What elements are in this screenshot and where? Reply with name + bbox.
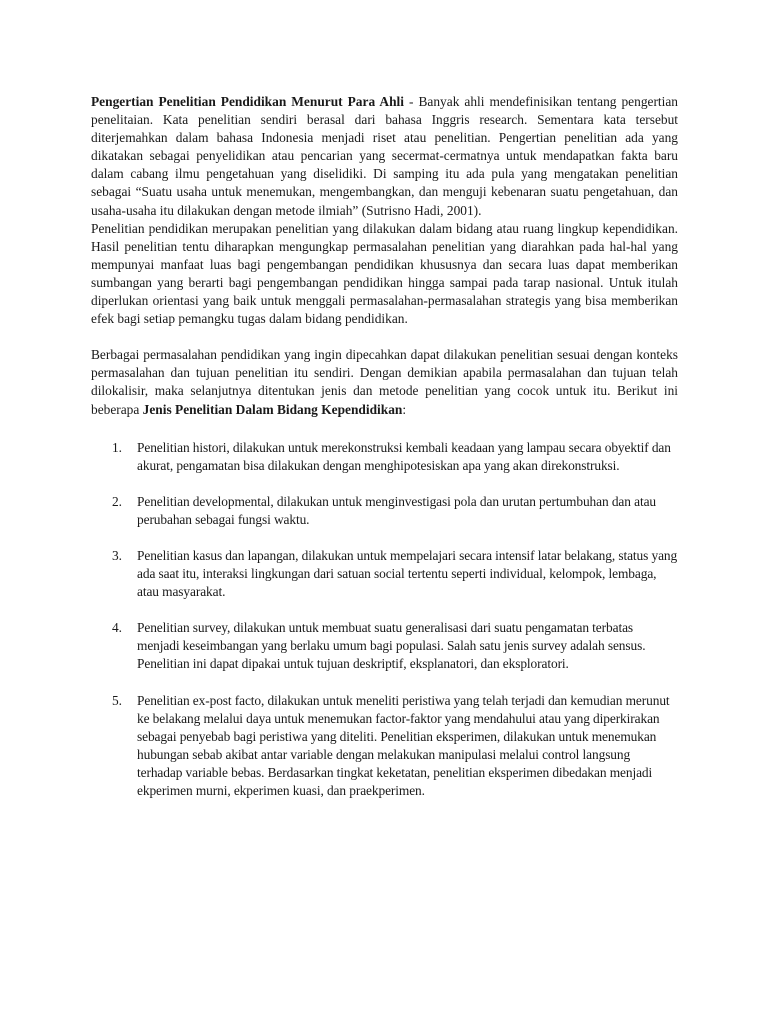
paragraph-3-text: Berbagai permasalahan pendidikan yang ingin dipecahkan dapat dilakukan penelitian sesuai dengan konteks permasalahan dan tujuan penelitian itu sendiri. Dengan demikian apabila permasalahan dan tujuan telah dilokalisir, maka selanjutnya ditentukan jenis dan metode penelitian yang cocok untuk itu. Berikut ini beberapa [91,347,678,417]
list-item [91,619,678,673]
document-page [91,93,678,818]
list-item-number: 5. [112,692,122,708]
list-item-text: Penelitian histori, dilakukan untuk merekonstruksi kembali keadaan yang lampau secara obyektif dan akurat, pengamatan bisa dilakukan dengan menghipotesiskan apa yang akan direkonstruksi. [137,439,671,473]
list-item-number: 2. [112,493,122,509]
list-item [91,547,678,601]
paragraph-3 [91,346,678,418]
list-item [91,692,678,801]
paragraph-gap [91,328,678,346]
paragraph-3-bold: Jenis Penelitian Dalam Bidang Kependidikan [142,401,403,417]
list-item [91,439,678,475]
intro-paragraph [91,93,678,220]
list-item-number: 1. [112,439,122,455]
list-item-text: Penelitian survey, dilakukan untuk membuat suatu generalisasi dari suatu pengamatan terbatas menjadi keseimbangan yang berlaku umum bagi populasi. Salah satu jenis survey adalah sensus. Penelitian ini dapat dipakai untuk tujuan deskriptif, eksplanatori, dan eksploratori. [137,620,646,672]
intro-separator: - [403,94,419,109]
list-item-text: Penelitian ex-post facto, dilakukan untuk meneliti peristiwa yang telah terjadi dan kemudian merunut ke belakang melalui daya untuk menemukan factor-faktor yang mendahului atau yang diperkirakan sebagai penyebab bagi peristiwa yang diteliti. Penelitian eksperimen, dilakukan untuk menemukan hubungan sebab akibat antar variable dengan melakukan manipulasi melalui control langsung terhadap variable bebas. Berdasarkan tingkat keketatan, penelitian eksperimen dibedakan menjadi ekperimen murni, ekperimen kuasi, dan praekperimen. [137,692,670,798]
list-item-number: 3. [112,547,122,563]
research-types-list [91,439,678,801]
paragraph-2: Penelitian pendidikan merupakan penelitian yang dilakukan dalam bidang atau ruang lingkup kependidikan. Hasil penelitian tentu diharapkan mengungkap permasalahan penelitian yang diarahkan pada hal-hal yang mempunyai manfaat luas bagi pengembangan pendidikan khususnya dan secara luas dapat memberikan sumbangan yang berarti bagi pengembangan pendidikan hingga sampai pada tarap nasional. Untuk itulah diperlukan orientasi yang baik untuk menggali permasalahan-permasalahan strategis yang bisa memberikan efek bagi setiap pemangku tugas dalam bidang pendidikan. [91,220,678,327]
list-item [91,493,678,529]
intro-title: Pengertian Penelitian Pendidikan Menurut Para Ahli [91,94,404,109]
list-item-number: 4. [112,620,122,636]
list-item-text: Penelitian developmental, dilakukan untuk menginvestigasi pola dan urutan pertumbuhan dan atau perubahan sebagai fungsi waktu. [137,493,657,527]
intro-text: Banyak ahli mendefinisikan tentang pengertian penelitaian. Kata penelitian sendiri berasal dari bahasa Inggris research. Sementara kata tersebut diterjemahkan dalam bahasa Indonesia menjadi riset atau penelitian. Pengertian penelitian ada yang dikatakan sebagai penyelidikan atau pencarian yang secermat-cermatnya untuk mendapatkan fakta baru dalam cabang ilmu pengetahuan yang diselidiki. Di samping itu ada pula yang mengatakan penelitian sebagai “Suatu usaha untuk menemukan, mengembangkan, dan menguji kebenaran suatu pengetahuan, dan usaha-usaha itu dilakukan dengan metode ilmiah” (Sutrisno Hadi, 2001). [91,94,679,218]
paragraph-3-end: : [402,401,407,417]
list-item-text: Penelitian kasus dan lapangan, dilakukan untuk mempelajari secara intensif latar belakang, status yang ada saat itu, interaksi lingkungan dari satuan social tertentu seperti individual, kelompok, lembaga, atau masyarakat. [137,547,678,600]
